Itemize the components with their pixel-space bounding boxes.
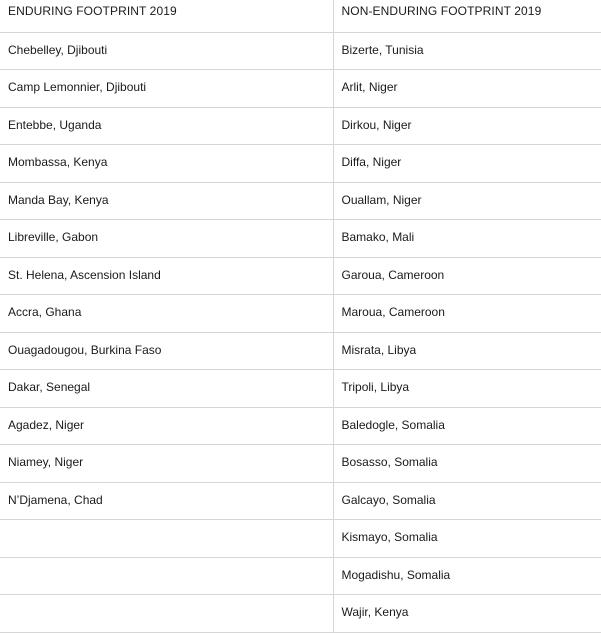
enduring-cell	[0, 557, 333, 595]
non-enduring-cell: Bizerte, Tunisia	[333, 32, 601, 70]
non-enduring-cell: Baledogle, Somalia	[333, 407, 601, 445]
table-row	[0, 370, 601, 408]
enduring-cell: Camp Lemonnier, Djibouti	[0, 70, 333, 108]
table-row	[0, 557, 601, 595]
table-row	[0, 107, 601, 145]
header-non-enduring: NON-ENDURING FOOTPRINT 2019	[333, 0, 601, 32]
enduring-cell: Niamey, Niger	[0, 445, 333, 483]
enduring-cell: Libreville, Gabon	[0, 220, 333, 258]
enduring-cell: Chebelley, Djibouti	[0, 32, 333, 70]
enduring-cell: Agadez, Niger	[0, 407, 333, 445]
enduring-cell	[0, 595, 333, 633]
table-body	[0, 32, 601, 632]
table-row	[0, 145, 601, 183]
enduring-cell: St. Helena, Ascension Island	[0, 257, 333, 295]
non-enduring-cell: Galcayo, Somalia	[333, 482, 601, 520]
non-enduring-cell: Diffa, Niger	[333, 145, 601, 183]
non-enduring-cell: Maroua, Cameroon	[333, 295, 601, 333]
non-enduring-cell: Bamako, Mali	[333, 220, 601, 258]
table-row	[0, 220, 601, 258]
table-row	[0, 445, 601, 483]
header-row	[0, 0, 601, 32]
table-row	[0, 595, 601, 633]
non-enduring-cell: Mogadishu, Somalia	[333, 557, 601, 595]
non-enduring-cell: Misrata, Libya	[333, 332, 601, 370]
table-row	[0, 332, 601, 370]
table-row	[0, 295, 601, 333]
enduring-cell: Accra, Ghana	[0, 295, 333, 333]
non-enduring-cell: Garoua, Cameroon	[333, 257, 601, 295]
non-enduring-cell: Dirkou, Niger	[333, 107, 601, 145]
non-enduring-cell: Bosasso, Somalia	[333, 445, 601, 483]
table-row	[0, 32, 601, 70]
table-row	[0, 520, 601, 558]
header-enduring: ENDURING FOOTPRINT 2019	[0, 0, 333, 32]
table-row	[0, 70, 601, 108]
non-enduring-cell: Tripoli, Libya	[333, 370, 601, 408]
table-row	[0, 482, 601, 520]
enduring-cell: Manda Bay, Kenya	[0, 182, 333, 220]
enduring-cell: Entebbe, Uganda	[0, 107, 333, 145]
enduring-cell	[0, 520, 333, 558]
table-row	[0, 407, 601, 445]
table-row	[0, 257, 601, 295]
enduring-cell: Mombassa, Kenya	[0, 145, 333, 183]
table-row	[0, 182, 601, 220]
non-enduring-cell: Ouallam, Niger	[333, 182, 601, 220]
enduring-cell: Dakar, Senegal	[0, 370, 333, 408]
enduring-cell: N’Djamena, Chad	[0, 482, 333, 520]
non-enduring-cell: Arlit, Niger	[333, 70, 601, 108]
non-enduring-cell: Wajir, Kenya	[333, 595, 601, 633]
enduring-cell: Ouagadougou, Burkina Faso	[0, 332, 333, 370]
non-enduring-cell: Kismayo, Somalia	[333, 520, 601, 558]
